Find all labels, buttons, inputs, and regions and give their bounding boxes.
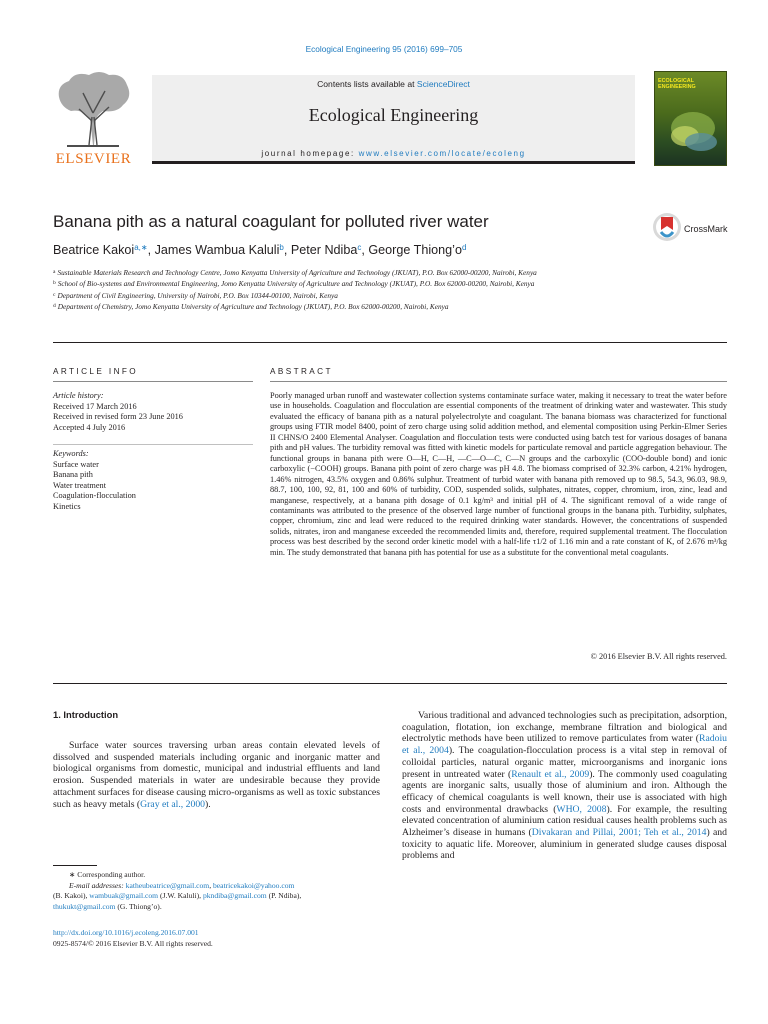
affiliation-marker: c (53, 291, 56, 298)
author-name: Beatrice Kakoi (53, 243, 135, 257)
keyword: Banana pith (53, 470, 93, 479)
affiliation (53, 267, 653, 278)
crossmark-badge[interactable] (652, 212, 732, 246)
journal-citation[interactable]: Ecological Engineering 95 (2016) 699–705 (305, 44, 463, 54)
text-run: Surface water sources traversing urban areas contain elevated levels of dissolved and suspended materials including organic and inorganic matter and biological organisms from domestic, municipal and industrial effluents and land erosion. Suspended materials in water are undesirable because they provide attachment surfaces for disease causing micro-organisms as well as toxic substances such as heavy metals ( (53, 740, 380, 810)
text-run: ). (205, 798, 211, 810)
doi-link[interactable]: http://dx.doi.org/10.1016/j.ecoleng.2016.07.001 (53, 928, 199, 937)
author-name: Peter Ndiba (290, 243, 358, 257)
affiliation-text: Department of Civil Engineering, University of Nairobi, P.O. Box 10344-00100, Nairobi, Kenya (57, 290, 338, 300)
keyword: Water treatment (53, 480, 107, 490)
article-history-label: Article history: (53, 391, 104, 400)
abstract-copyright: © 2016 Elsevier B.V. All rights reserved. (590, 652, 727, 661)
affiliation (53, 301, 653, 312)
affiliation (53, 278, 653, 289)
affiliation-text: School of Bio-systems and Environmental Engineering, Jomo Kenyatta University of Agriculture and Technology (JKUAT), P.O. Box 62000-00200, Nairobi, Kenya (57, 279, 535, 289)
keyword: Coagulation-flocculation (53, 491, 136, 500)
keyword: Kinetics (53, 501, 81, 511)
abstract-heading: ABSTRACT (270, 367, 333, 376)
reference-link[interactable]: pkndiba@gmail.com (202, 891, 267, 901)
keywords-divider (53, 444, 253, 445)
journal-cover-thumbnail[interactable] (654, 71, 727, 166)
crossmark-icon (652, 212, 682, 242)
affiliation-marker: b (53, 280, 56, 287)
issn-line: 0925-8574/© 2016 Elsevier B.V. All rights reserved. (53, 938, 213, 948)
text-run: ) and toxicity to aquatic life. Moreover, aluminium in generated sludge causes disposal problems and (402, 827, 727, 862)
abstract-text: Poorly managed urban runoff and wastewater collection systems contaminate surface water, making it necessary to treat the water before use in households. Coagulation and flocculation are essential components of the treatment of drinking water and wastewater. This study evaluated the efficacy of banana pith as a natural polyelectrolyte and coagulant. The banana biomass was characterized for functional groups using FTIR model 8400, point of zero charge using solid addition method, and elemental composition using Perkin-Elmer Series II CHNS/O 2400 Elemental Analyser. Coagulation and flocculation tests were conducted using batch test for various dosages of banana pith and pH values. The turbidity removal was fitted with kinetic models for particulate removal and particle aggregation behaviour. The functional groups in banana pith were O—H, C—H, —C—O—C, C—N groups and the carboxylic (COO-double bond) and ionic carboxylic (−COOH) groups. Banana pith point of zero charge was pH 4.8. The biomass comprised of 32.3% carbon, 4.21% hydrogen, 1.46% nitrogen, 43.5% oxygen and 0.86% sulphur. Treatment of turbid water with banana pith removed up to 98.5, 54.3, 96.03, 98.9, 88.7, 100, 100, 92, 81, 100 and 60% of turbidity, COD, suspended solids, sulphates, nitrates, copper, chromium, iron, zinc, lead and manganese, respectively, at a banana pith dosage of 0.1 kg/m³ and initial pH of 4. The significant removal of a wide range of contaminants was attributed to the presence of the observed large number of functional groups in the banana pith. Turbidity, sulphates, copper, chromium, zinc and lead were reduced to the required drinking water standards. However, the concentrations of suspended solids, nitrates, iron and manganese exceeded the recommended limits and, therefore, required supplemental treatment. The flocculation process was best described by the second order kinetic model with a half-life τ1/2 of 1.16 min and a rate constant of K, of 2.676 m³/kg min. The study demonstrated that banana pith has potential for use as a substitute for the conventional metal coagulants. (270, 391, 727, 557)
history-received: Received 17 March 2016 (53, 401, 137, 411)
journal-name: Ecological Engineering (308, 105, 479, 125)
email-line-2 (53, 891, 380, 902)
reference-link[interactable]: Renault et al., 2009 (511, 768, 590, 780)
email-line-3 (53, 902, 380, 913)
author-affiliation-marker[interactable]: a,∗ (134, 243, 148, 252)
journal-homepage-link[interactable]: www.elsevier.com/locate/ecoleng (358, 149, 526, 158)
text-run: (G. Thiong’o). (115, 901, 162, 911)
affiliation-text: Sustainable Materials Research and Technology Centre, Jomo Kenyatta University of Agriculture and Technology (JKUAT), P.O. Box 62000-00200, Nairobi, Kenya (57, 268, 537, 277)
author-separator: , (283, 243, 291, 257)
corresponding-author-note: ∗ Corresponding author. (69, 870, 146, 879)
author-separator: , (147, 243, 155, 257)
author-affiliation-marker[interactable]: d (461, 243, 467, 252)
reference-link[interactable]: Radoiu et al., 2004 (402, 733, 727, 757)
reference-link[interactable]: wambuak@gmail.com (89, 891, 159, 901)
reference-link[interactable]: katheubeatrice@gmail.com (125, 880, 210, 890)
doi-block (53, 928, 380, 949)
email-label: E-mail addresses: (69, 880, 126, 890)
abstract-underline (270, 381, 727, 382)
text-run: (J.W. Kaluli), (158, 891, 203, 901)
journal-homepage-line (152, 149, 635, 158)
affiliations (53, 267, 653, 313)
text-run: (P. Ndiba), (266, 891, 302, 901)
publisher-wordmark: ELSEVIER (55, 151, 132, 167)
text-run: Various traditional and advanced technologies such as precipitation, adsorption, coagulation, flotation, ion exchange, membrane filtration and biological and electrolytic methods have been utilized to remove particulates from water ( (402, 710, 727, 745)
history-revised: Received in revised form 23 June 2016 (53, 412, 183, 421)
author-affiliation-marker[interactable]: b (279, 243, 284, 252)
body-divider (53, 683, 727, 684)
reference-link[interactable]: beatricekakoi@yahoo.com (213, 880, 295, 890)
reference-link[interactable]: Gray et al., 2000 (140, 798, 206, 810)
author-affiliation-marker[interactable]: c (357, 243, 362, 252)
text-run: ). For example, the resulting elevated concentration of aluminium cation residual causes health problems such as Alzheimer’s disease in humans ( (402, 803, 727, 839)
section-heading-introduction: 1. Introduction (53, 709, 119, 720)
contents-line (152, 79, 635, 89)
cover-image-icon (655, 102, 728, 162)
affiliation-text: Department of Chemistry, Jomo Kenyatta University of Agriculture and Technology (JKUAT), P.O. Box 62000-00200, Nairobi, Kenya (57, 302, 449, 312)
reference-link[interactable]: WHO, 2008 (556, 803, 607, 815)
contents-prefix: Contents lists available at (317, 79, 417, 89)
author-separator: , (361, 243, 369, 257)
text-run: ). The commonly used coagulating agents are inorganic salts, usually those of aluminium and iron. Although the efficacy of chemical coagulants is well known, their use is associated with high costs and environmental drawbacks ( (402, 768, 727, 815)
article-info-underline (53, 381, 253, 382)
reference-link[interactable]: thukukt@gmail.com (53, 901, 116, 911)
intro-paragraph-right (402, 710, 727, 862)
text-run: (B. Kakoi), (53, 891, 90, 901)
reference-link[interactable]: Divakaran and Pillai, 2001; Teh et al., 2014 (531, 827, 707, 839)
author-name: James Wambua Kaluli (154, 243, 280, 257)
article-info-heading: ARTICLE INFO (53, 367, 139, 376)
journal-header-box (152, 75, 635, 164)
article-title: Banana pith as a natural coagulant for polluted river water (53, 212, 489, 231)
header-divider (53, 342, 727, 343)
intro-paragraph-left (53, 740, 380, 810)
affiliation-marker: d (53, 303, 56, 310)
footnote-divider (53, 865, 97, 866)
text-run: , (209, 880, 213, 890)
masthead (53, 69, 727, 169)
affiliation (53, 290, 653, 301)
cover-title: ECOLOGICAL ENGINEERING (658, 78, 696, 90)
text-run: ). The coagulation-flocculation process is a vital step in removal of colloidal particles, natural organic matter, microorganisms and inorganic ions present in untreated water ( (402, 745, 728, 780)
history-accepted: Accepted 4 July 2016 (53, 422, 126, 432)
keywords-label: Keywords: (53, 449, 89, 458)
author-name: George Thiong’o (368, 243, 462, 257)
footnotes (53, 870, 380, 912)
keyword: Surface water (53, 459, 99, 469)
author-list (53, 243, 466, 257)
article-history (53, 391, 253, 433)
homepage-prefix: journal homepage: (261, 149, 359, 158)
crossmark-label: CrossMark (684, 224, 728, 234)
email-line-1 (53, 881, 380, 892)
affiliation-marker: a (53, 269, 56, 275)
sciencedirect-link[interactable]: ScienceDirect (416, 79, 470, 89)
keywords (53, 449, 253, 512)
